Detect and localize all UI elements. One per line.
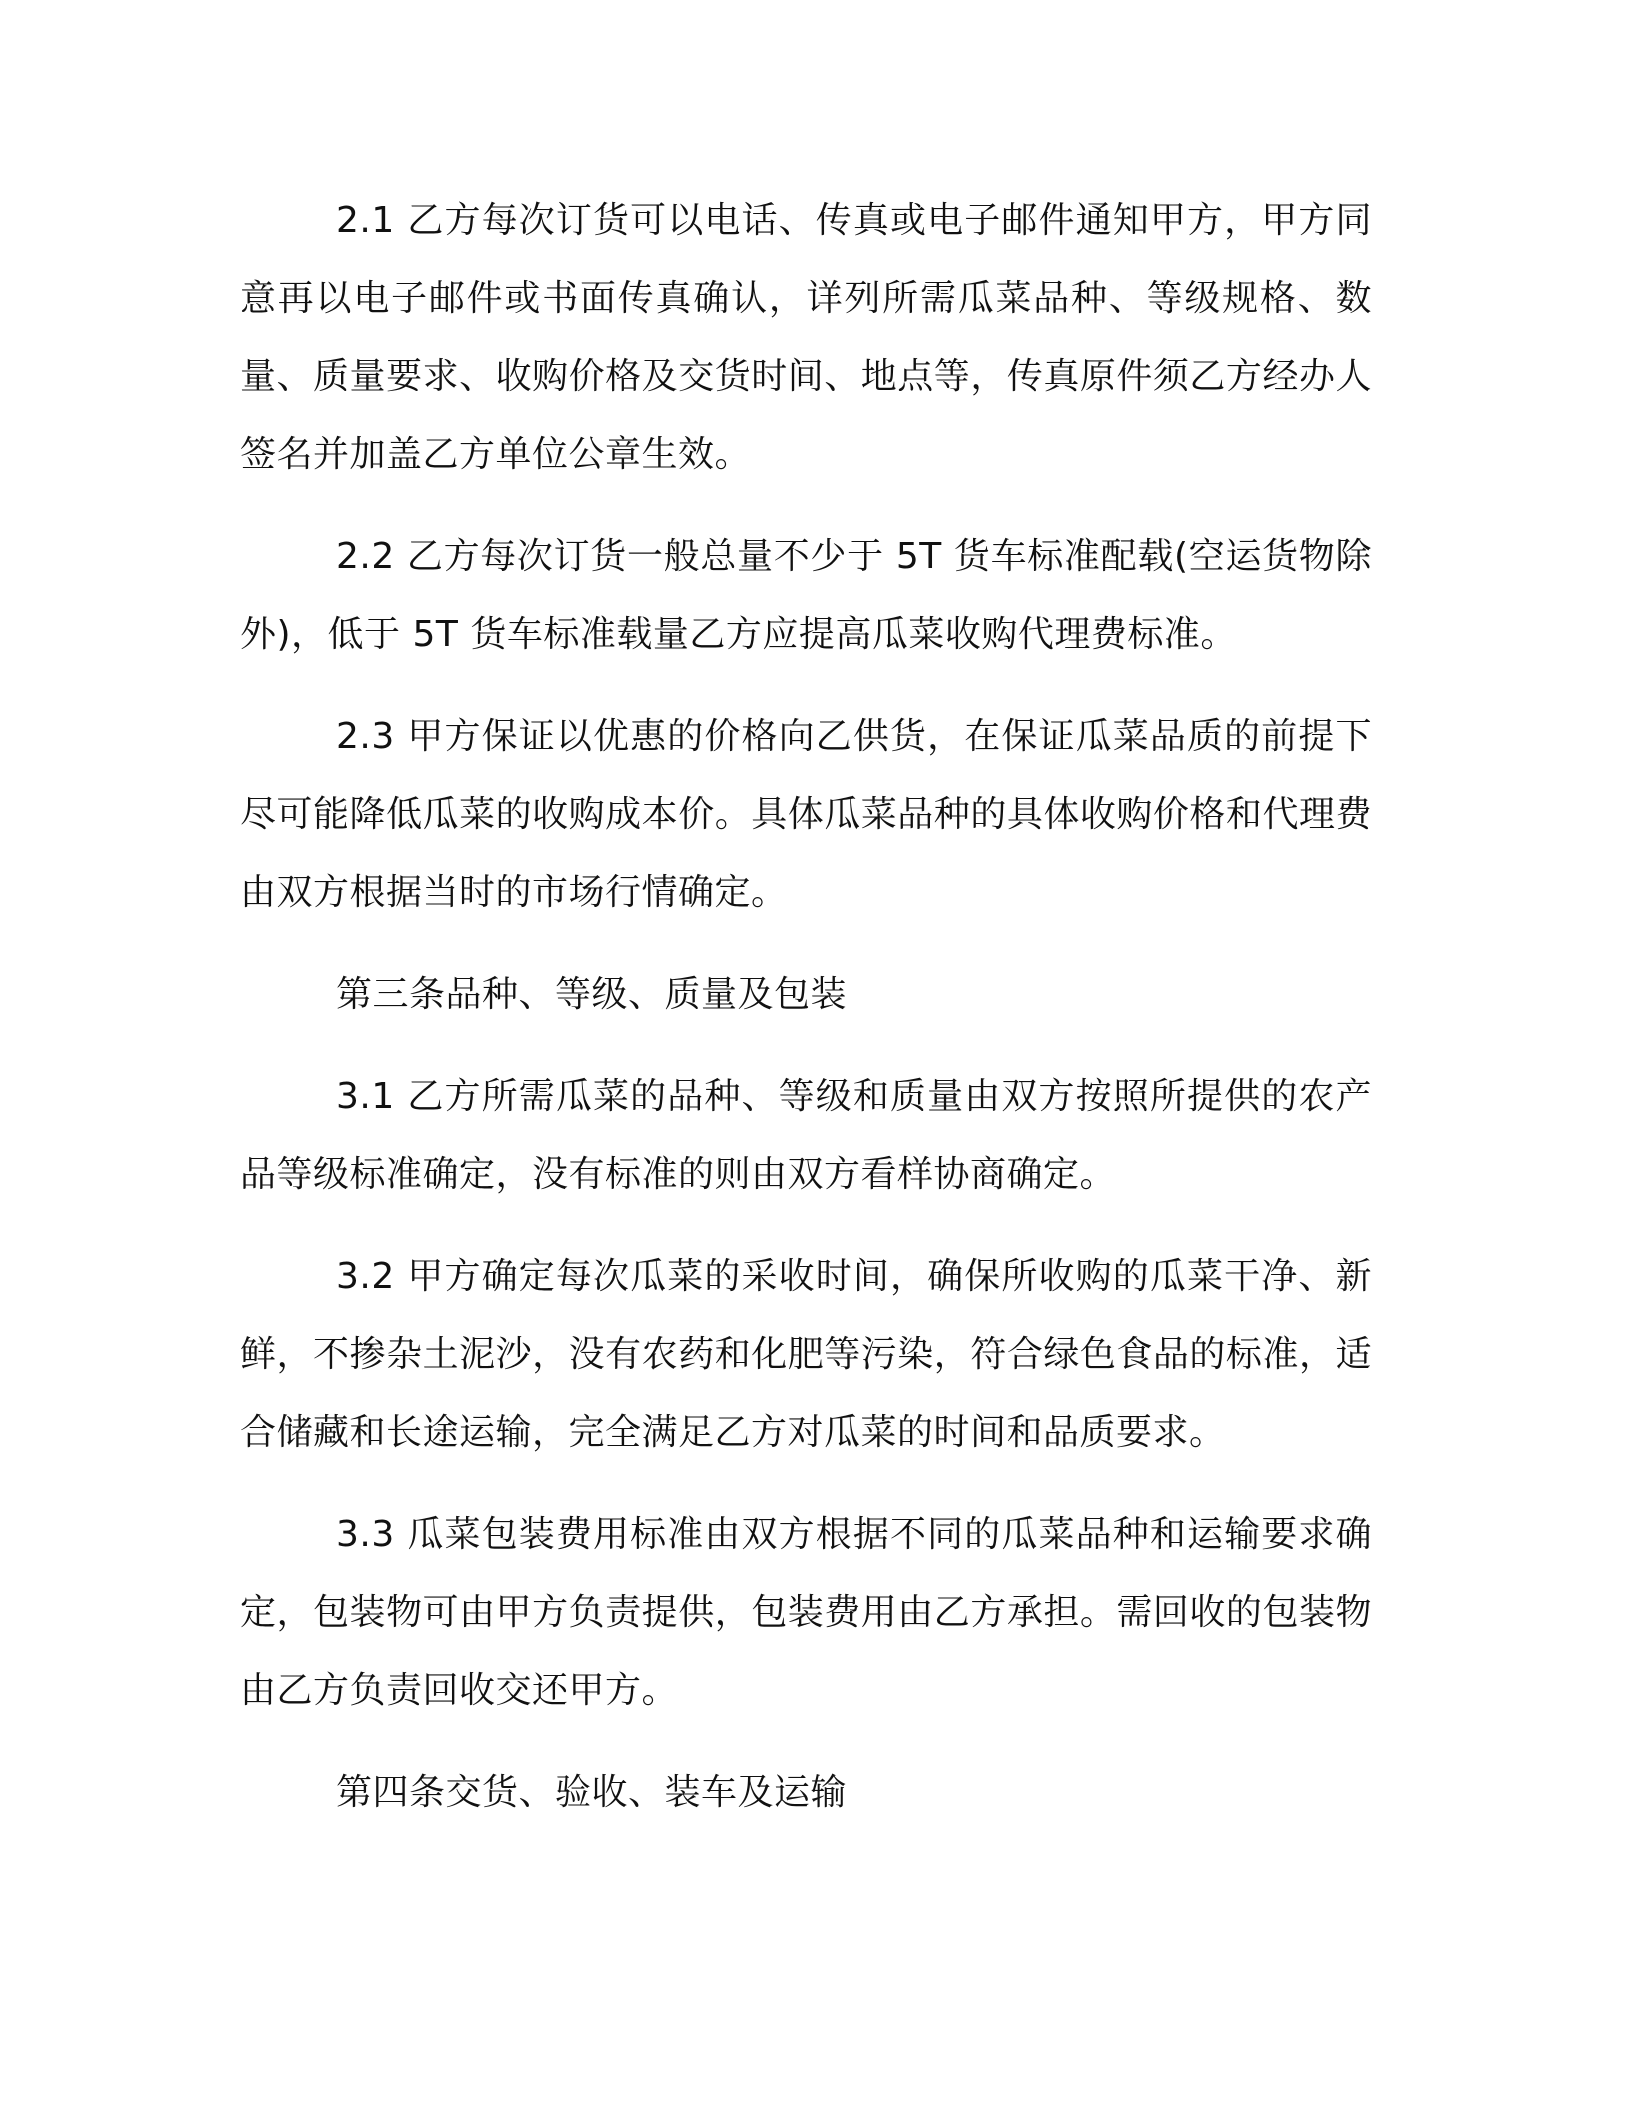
article-3-heading: 第三条品种、等级、质量及包装: [336, 974, 848, 1015]
clause-2-1: 2.1 乙方每次订货可以电话、传真或电子邮件通知甲方，甲方同意再以电子邮件或书面传真确认，详列所需瓜菜品种、等级规格、数量、质量要求、收购价格及交货时间、地点等，传真原件须乙方经办人签名并加盖乙方单位公章生效。: [240, 200, 1372, 475]
clause-3-2: 3.2 甲方确定每次瓜菜的采收时间，确保所收购的瓜菜干净、新鲜，不掺杂土泥沙，没有农药和化肥等污染，符合绿色食品的标准，适合储藏和长途运输，完全满足乙方对瓜菜的时间和品质要求。: [240, 1256, 1372, 1453]
clause-3-3: 3.3 瓜菜包装费用标准由双方根据不同的瓜菜品种和运输要求确定，包装物可由甲方负责提供，包装费用由乙方承担。需回收的包装物由乙方负责回收交还甲方。: [240, 1514, 1372, 1711]
clause-2-3: 2.3 甲方保证以优惠的价格向乙供货，在保证瓜菜品质的前提下尽可能降低瓜菜的收购成本价。具体瓜菜品种的具体收购价格和代理费由双方根据当时的市场行情确定。: [240, 716, 1372, 913]
article-4-heading: 第四条交货、验收、装车及运输: [336, 1772, 848, 1813]
clause-3-1: 3.1 乙方所需瓜菜的品种、等级和质量由双方按照所提供的农产品等级标准确定，没有标准的则由双方看样协商确定。: [240, 1076, 1372, 1195]
clause-2-2: 2.2 乙方每次订货一般总量不少于 5T 货车标准配载(空运货物除外)，低于 5T 货车标准载量乙方应提高瓜菜收购代理费标准。: [240, 536, 1372, 655]
document-body: [240, 182, 1372, 1856]
